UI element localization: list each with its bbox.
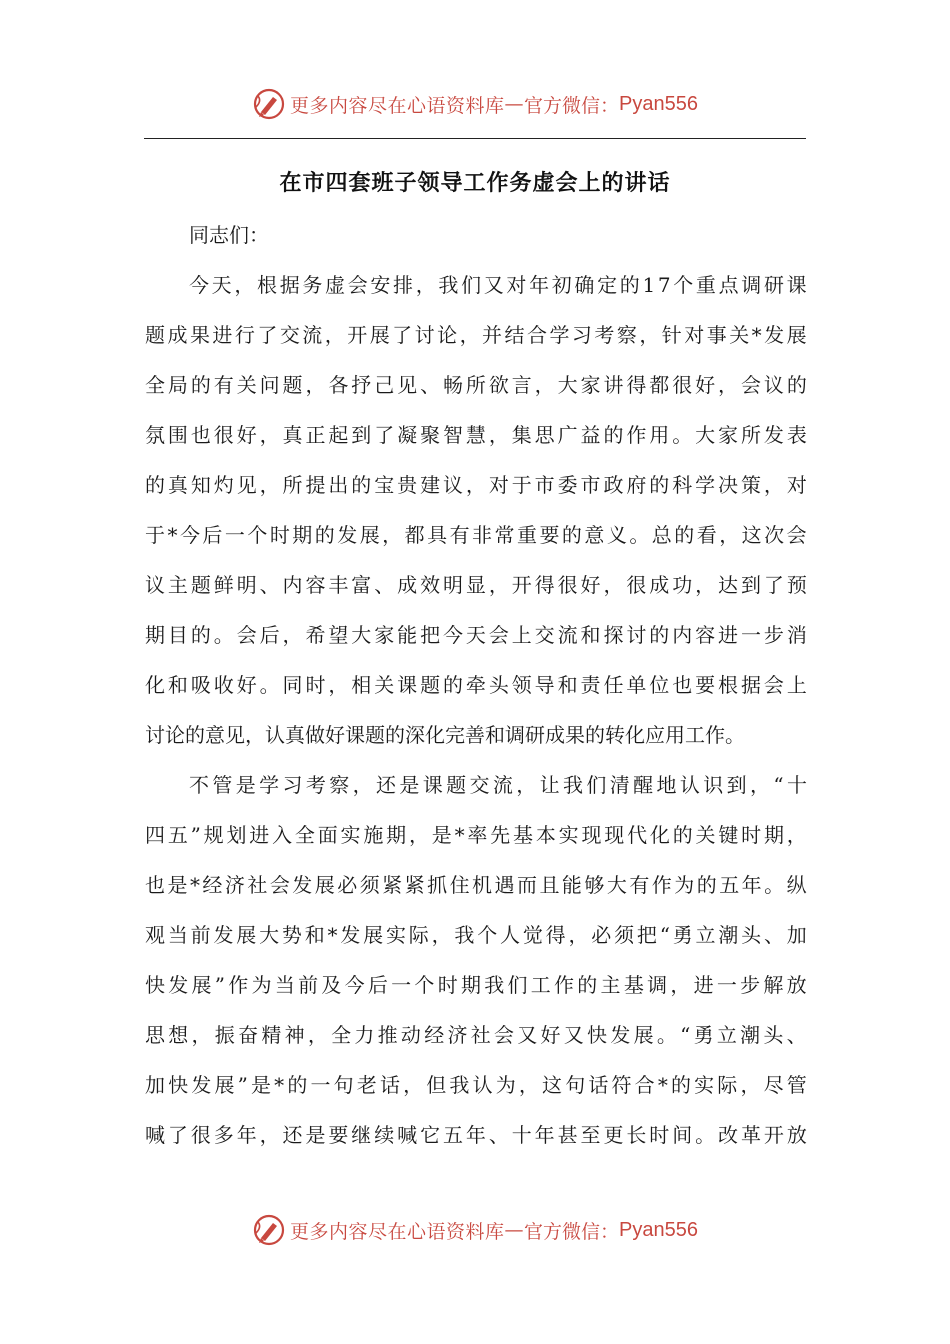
- paragraph: [145, 210, 807, 260]
- document-body: [145, 210, 807, 1160]
- paragraph-line: 的 真 知 灼 见 ， 所 提 出 的 宝 贵 建 议 ， 对 于 市 委 市 政 府 的 科 学 决 策 ， 对: [145, 473, 807, 497]
- paragraph-line: 全 局 的 有 关 问 题 ， 各 抒 己 见 、 畅 所 欲 言 ， 大 家 讲 得 都 很 好 ， 会 议 的: [145, 373, 807, 397]
- paragraph: [145, 260, 807, 760]
- banner-text: 更多内容尽在心语资料库: [290, 94, 505, 117]
- paragraph: [145, 760, 807, 1160]
- paragraph-line: 化 和 吸 收 好 。 同 时 ， 相 关 课 题 的 牵 头 领 导 和 责 任 单 位 也 要 根 据 会 上: [145, 673, 807, 697]
- banner-wechat-label: 官方微信：: [524, 94, 620, 117]
- header-divider: [144, 138, 806, 139]
- paragraph-line: 讨论的意见，认真做好课题的深化完善和调研成果的转化应用工作。: [145, 723, 745, 747]
- paragraph-line: 氛 围 也 很 好 ， 真 正 起 到 了 凝 聚 智 慧 ， 集 思 广 益 的 作 用 。 大 家 所 发 表: [145, 423, 807, 447]
- paragraph-line: 议 主 题 鲜 明 、 内 容 丰 富 、 成 效 明 显 ， 开 得 很 好 ， 很 成 功 ， 达 到 了 预: [145, 573, 807, 597]
- banner-wechat-id: Pyan556: [619, 92, 698, 115]
- paragraph-line: 加 快 发 展 ” 是 * 的 一 句 老 话 ， 但 我 认 为 ， 这 句 话 符 合 * 的 实 际 ， 尽 管: [145, 1073, 807, 1097]
- banner-wechat-label: 官方微信：: [524, 1220, 620, 1243]
- paragraph-line: 四 五 ” 规 划 进 入 全 面 实 施 期 ， 是 * 率 先 基 本 实 现 现 代 化 的 关 键 时 期 ，: [145, 823, 807, 847]
- banner-dash: —: [504, 93, 525, 115]
- document-title: 在市四套班子领导工作务虚会上的讲话: [279, 171, 671, 196]
- paragraph-line: 思 想 ， 振 奋 精 神 ， 全 力 推 动 经 济 社 会 又 好 又 快 发 展 。 “ 勇 立 潮 头 、: [145, 1023, 807, 1047]
- paragraph-line: 于 * 今 后 一 个 时 期 的 发 展 ， 都 具 有 非 常 重 要 的 意 义 。 总 的 看 ， 这 次 会: [145, 523, 807, 547]
- banner-text: 更多内容尽在心语资料库: [290, 1220, 505, 1243]
- paragraph-line: 也 是 * 经 济 社 会 发 展 必 须 紧 紧 抓 住 机 遇 而 且 能 够 大 有 作 为 的 五 年 。 纵: [145, 873, 807, 897]
- header-banner: [0, 84, 950, 124]
- pen-logo-icon: [252, 87, 286, 121]
- paragraph-line: 观 当 前 发 展 大 势 和 * 发 展 实 际 ， 我 个 人 觉 得 ， 必 须 把 “ 勇 立 潮 头 、 加: [145, 923, 807, 947]
- paragraph-line: 期 目 的 。 会 后 ， 希 望 大 家 能 把 今 天 会 上 交 流 和 探 讨 的 内 容 进 一 步 消: [145, 623, 807, 647]
- pen-logo-icon: [252, 1213, 286, 1247]
- banner-dash: —: [504, 1219, 525, 1241]
- paragraph-line: 题 成 果 进 行 了 交 流 ， 开 展 了 讨 论 ， 并 结 合 学 习 考 察 ， 针 对 事 关 * 发 展: [145, 323, 807, 347]
- paragraph-line: 不 管 是 学 习 考 察 ， 还 是 课 题 交 流 ， 让 我 们 清 醒 地 认 识 到 ， “ 十: [189, 773, 807, 797]
- banner-wechat-id: Pyan556: [619, 1218, 698, 1241]
- footer-banner: [0, 1210, 950, 1250]
- paragraph-line: 今 天 ， 根 据 务 虚 会 安 排 ， 我 们 又 对 年 初 确 定 的 1 7 个 重 点 调 研 课: [189, 273, 807, 297]
- paragraph-line: 同志们：: [189, 223, 269, 247]
- paragraph-line: 快 发 展 ” 作 为 当 前 及 今 后 一 个 时 期 我 们 工 作 的 主 基 调 ， 进 一 步 解 放: [145, 973, 807, 997]
- paragraph-line: 喊 了 很 多 年 ， 还 是 要 继 续 喊 它 五 年 、 十 年 甚 至 更 长 时 间 。 改 革 开 放: [145, 1123, 807, 1147]
